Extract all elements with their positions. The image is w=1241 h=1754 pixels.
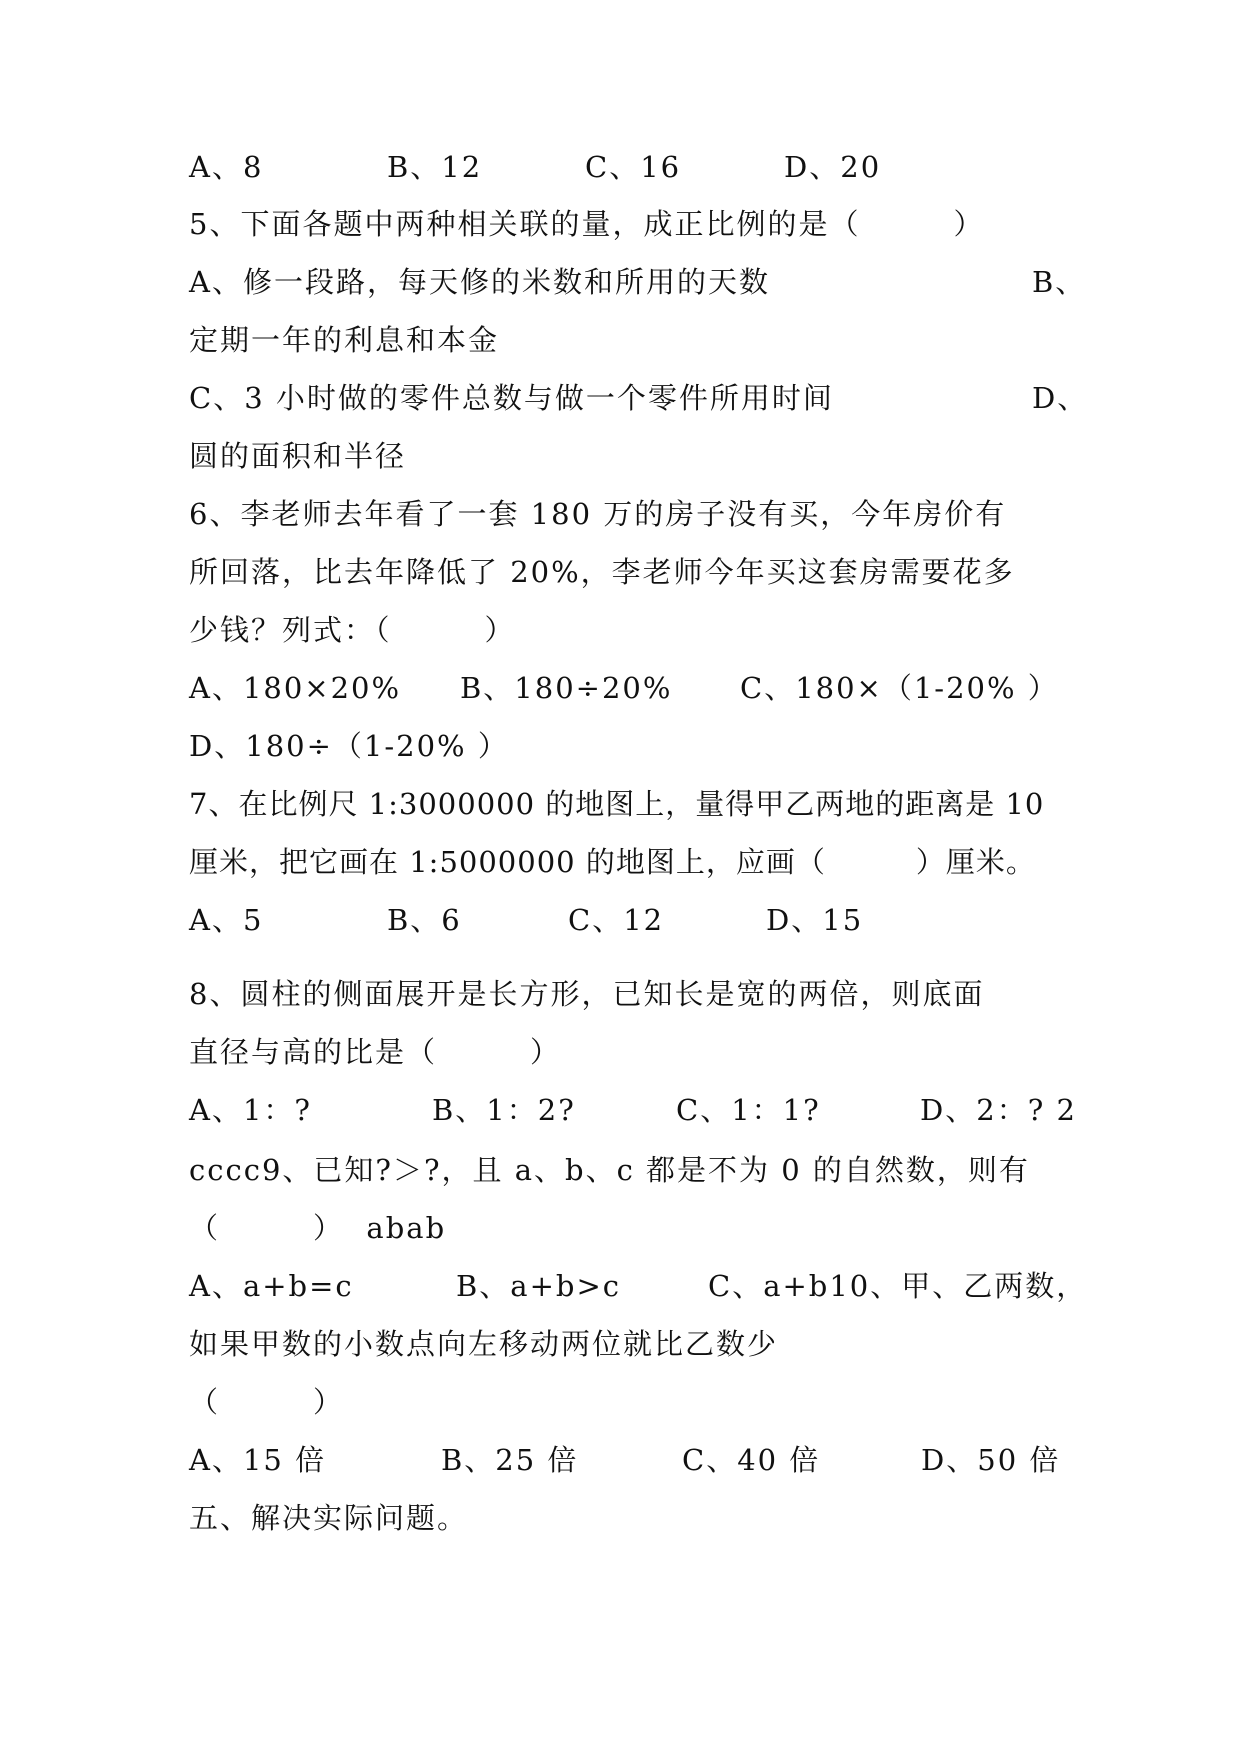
q8-line-2: 直径与高的比是（ ） bbox=[189, 1035, 562, 1069]
q6-line-1: 6、李老师去年看了一套 180 万的房子没有买，今年房价有 bbox=[189, 497, 1007, 531]
q5-option-b-text: 定期一年的利息和本金 bbox=[189, 323, 500, 357]
q5-option-d-text: 圆的面积和半径 bbox=[189, 439, 407, 473]
q9-option-c: C、a+b10、甲、乙两数， bbox=[708, 1269, 1088, 1303]
q7-line-1: 7、在比例尺 1:3000000 的地图上，量得甲乙两地的距离是 10 bbox=[189, 787, 1045, 821]
q10-line-2: （ ） bbox=[189, 1385, 345, 1419]
q6-option-c: C、180×（1-20% ） bbox=[740, 671, 1059, 705]
q5-stem: 5、下面各题中两种相关联的量，成正比例的是（ ） bbox=[189, 207, 985, 241]
q4-option-b: B、12 bbox=[387, 150, 483, 184]
q5-option-c: C、3 小时做的零件总数与做一个零件所用时间 bbox=[189, 381, 834, 415]
q4-option-c: C、16 bbox=[585, 150, 682, 184]
q9-option-b: B、a+b>c bbox=[456, 1269, 622, 1303]
q10-option-c: C、40 倍 bbox=[682, 1443, 821, 1477]
q10-option-b: B、25 倍 bbox=[441, 1443, 579, 1477]
q7-line-2: 厘米，把它画在 1:5000000 的地图上，应画（ ）厘米。 bbox=[189, 845, 1036, 879]
q5-option-b-label: B、 bbox=[1032, 265, 1087, 299]
q8-option-c: C、1：1? bbox=[676, 1093, 821, 1127]
q7-option-a: A、5 bbox=[189, 903, 264, 937]
q6-option-d: D、180÷（1-20% ） bbox=[189, 729, 509, 763]
q6-option-a: A、180×20% bbox=[189, 671, 402, 705]
q4-option-a: A、8 bbox=[189, 150, 264, 184]
q10-line-1: 如果甲数的小数点向左移动两位就比乙数少 bbox=[189, 1327, 779, 1361]
q7-option-c: C、12 bbox=[568, 903, 665, 937]
q8-option-a: A、1：? bbox=[189, 1093, 312, 1127]
section-5-title: 五、解决实际问题。 bbox=[189, 1501, 469, 1535]
q5-option-d-label: D、 bbox=[1032, 381, 1089, 415]
q9-line-1: cccc9、已知?＞?，且 a、b、c 都是不为 0 的自然数，则有 bbox=[189, 1153, 1030, 1187]
q10-option-a: A、15 倍 bbox=[189, 1443, 327, 1477]
q6-line-3: 少钱？列式：（ ） bbox=[189, 613, 516, 647]
q7-option-d: D、15 bbox=[766, 903, 864, 937]
q5-option-a: A、修一段路，每天修的米数和所用的天数 bbox=[189, 265, 770, 299]
q8-line-1: 8、圆柱的侧面展开是长方形，已知长是宽的两倍，则底面 bbox=[189, 977, 985, 1011]
q8-option-b: B、1：2? bbox=[432, 1093, 576, 1127]
q10-option-d: D、50 倍 bbox=[921, 1443, 1061, 1477]
q8-option-d: D、2：? 2 bbox=[920, 1093, 1077, 1127]
q6-line-2: 所回落，比去年降低了 20%，李老师今年买这套房需要花多 bbox=[189, 555, 1015, 589]
q4-option-d: D、20 bbox=[784, 150, 882, 184]
q7-option-b: B、6 bbox=[387, 903, 462, 937]
q6-option-b: B、180÷20% bbox=[460, 671, 673, 705]
q9-line-2: （ ） abab bbox=[189, 1211, 447, 1245]
q9-option-a: A、a+b=c bbox=[189, 1269, 354, 1303]
